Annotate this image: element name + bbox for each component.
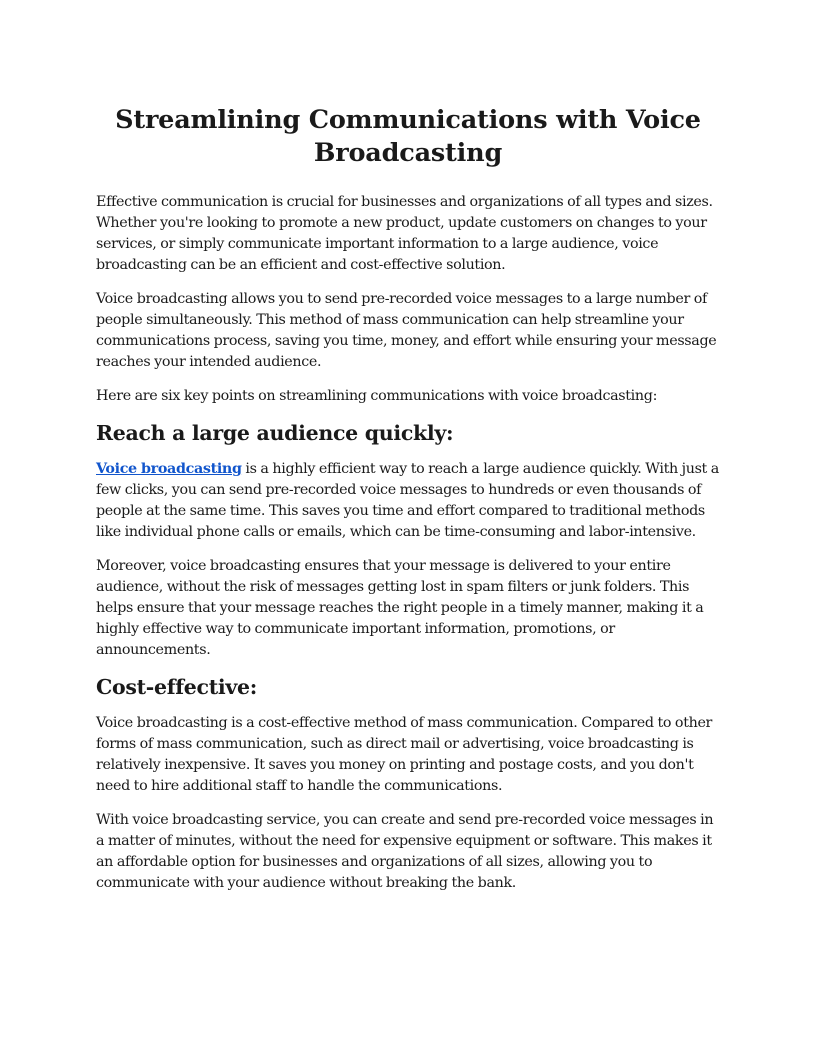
reach-paragraph-1	[96, 459, 720, 543]
section-heading-reach: Reach a large audience quickly:	[96, 421, 454, 445]
reach-paragraph-2: Moreover, voice broadcasting ensures that your message is delivered to your entire audience, without the risk of messages getting lost in spam filters or junk folders. This helps ensure that your message reaches the right people in a timely manner, making it a highly effective way to communicate important information, promotions, or announcements.	[96, 558, 704, 658]
page-title-line-2: Broadcasting	[313, 138, 503, 168]
voice-broadcasting-link[interactable]: Voice broadcasting	[96, 461, 242, 477]
cost-paragraph-2: With voice broadcasting service, you can create and send pre-recorded voice messages in a matter of minutes, without the need for expensive equipment or software. This makes it an affordable option for businesses and organizations of all sizes, allowing you to communicate with your audience without breaking the bank.	[96, 812, 714, 891]
intro-paragraph-2: Voice broadcasting allows you to send pre-recorded voice messages to a large number of people simultaneously. This method of mass communication can help streamline your communications process, saving you time, money, and effort while ensuring your message reaches your intended audience.	[96, 291, 717, 370]
intro-paragraph-1: Effective communication is crucial for businesses and organizations of all types and sizes. Whether you're looking to promote a new product, update customers on changes to your services, or simply communicate important information to a large audience, voice broadcasting can be an efficient and cost-effective solution.	[96, 194, 713, 273]
page-title	[96, 104, 720, 170]
section-heading-cost: Cost-effective:	[96, 675, 257, 699]
intro-paragraph-3: Here are six key points on streamlining communications with voice broadcasting:	[96, 388, 658, 404]
document-page	[96, 104, 720, 907]
page-title-line-1: Streamlining Communications with Voice	[115, 105, 701, 135]
cost-paragraph-1: Voice broadcasting is a cost-effective method of mass communication. Compared to other forms of mass communication, such as direct mail or advertising, voice broadcasting is relatively inexpensive. It saves you money on printing and postage costs, and you don't need to hire additional staff to handle the communications.	[96, 715, 713, 794]
reach-paragraph-1-text: is a highly efficient way to reach a large audience quickly. With just a few clicks, you can send pre-recorded voice messages to hundreds or even thousands of people at the same time. This saves you time and effort compared to traditional methods like individual phone calls or emails, which can be time-consuming and labor-intensive.	[96, 461, 719, 540]
